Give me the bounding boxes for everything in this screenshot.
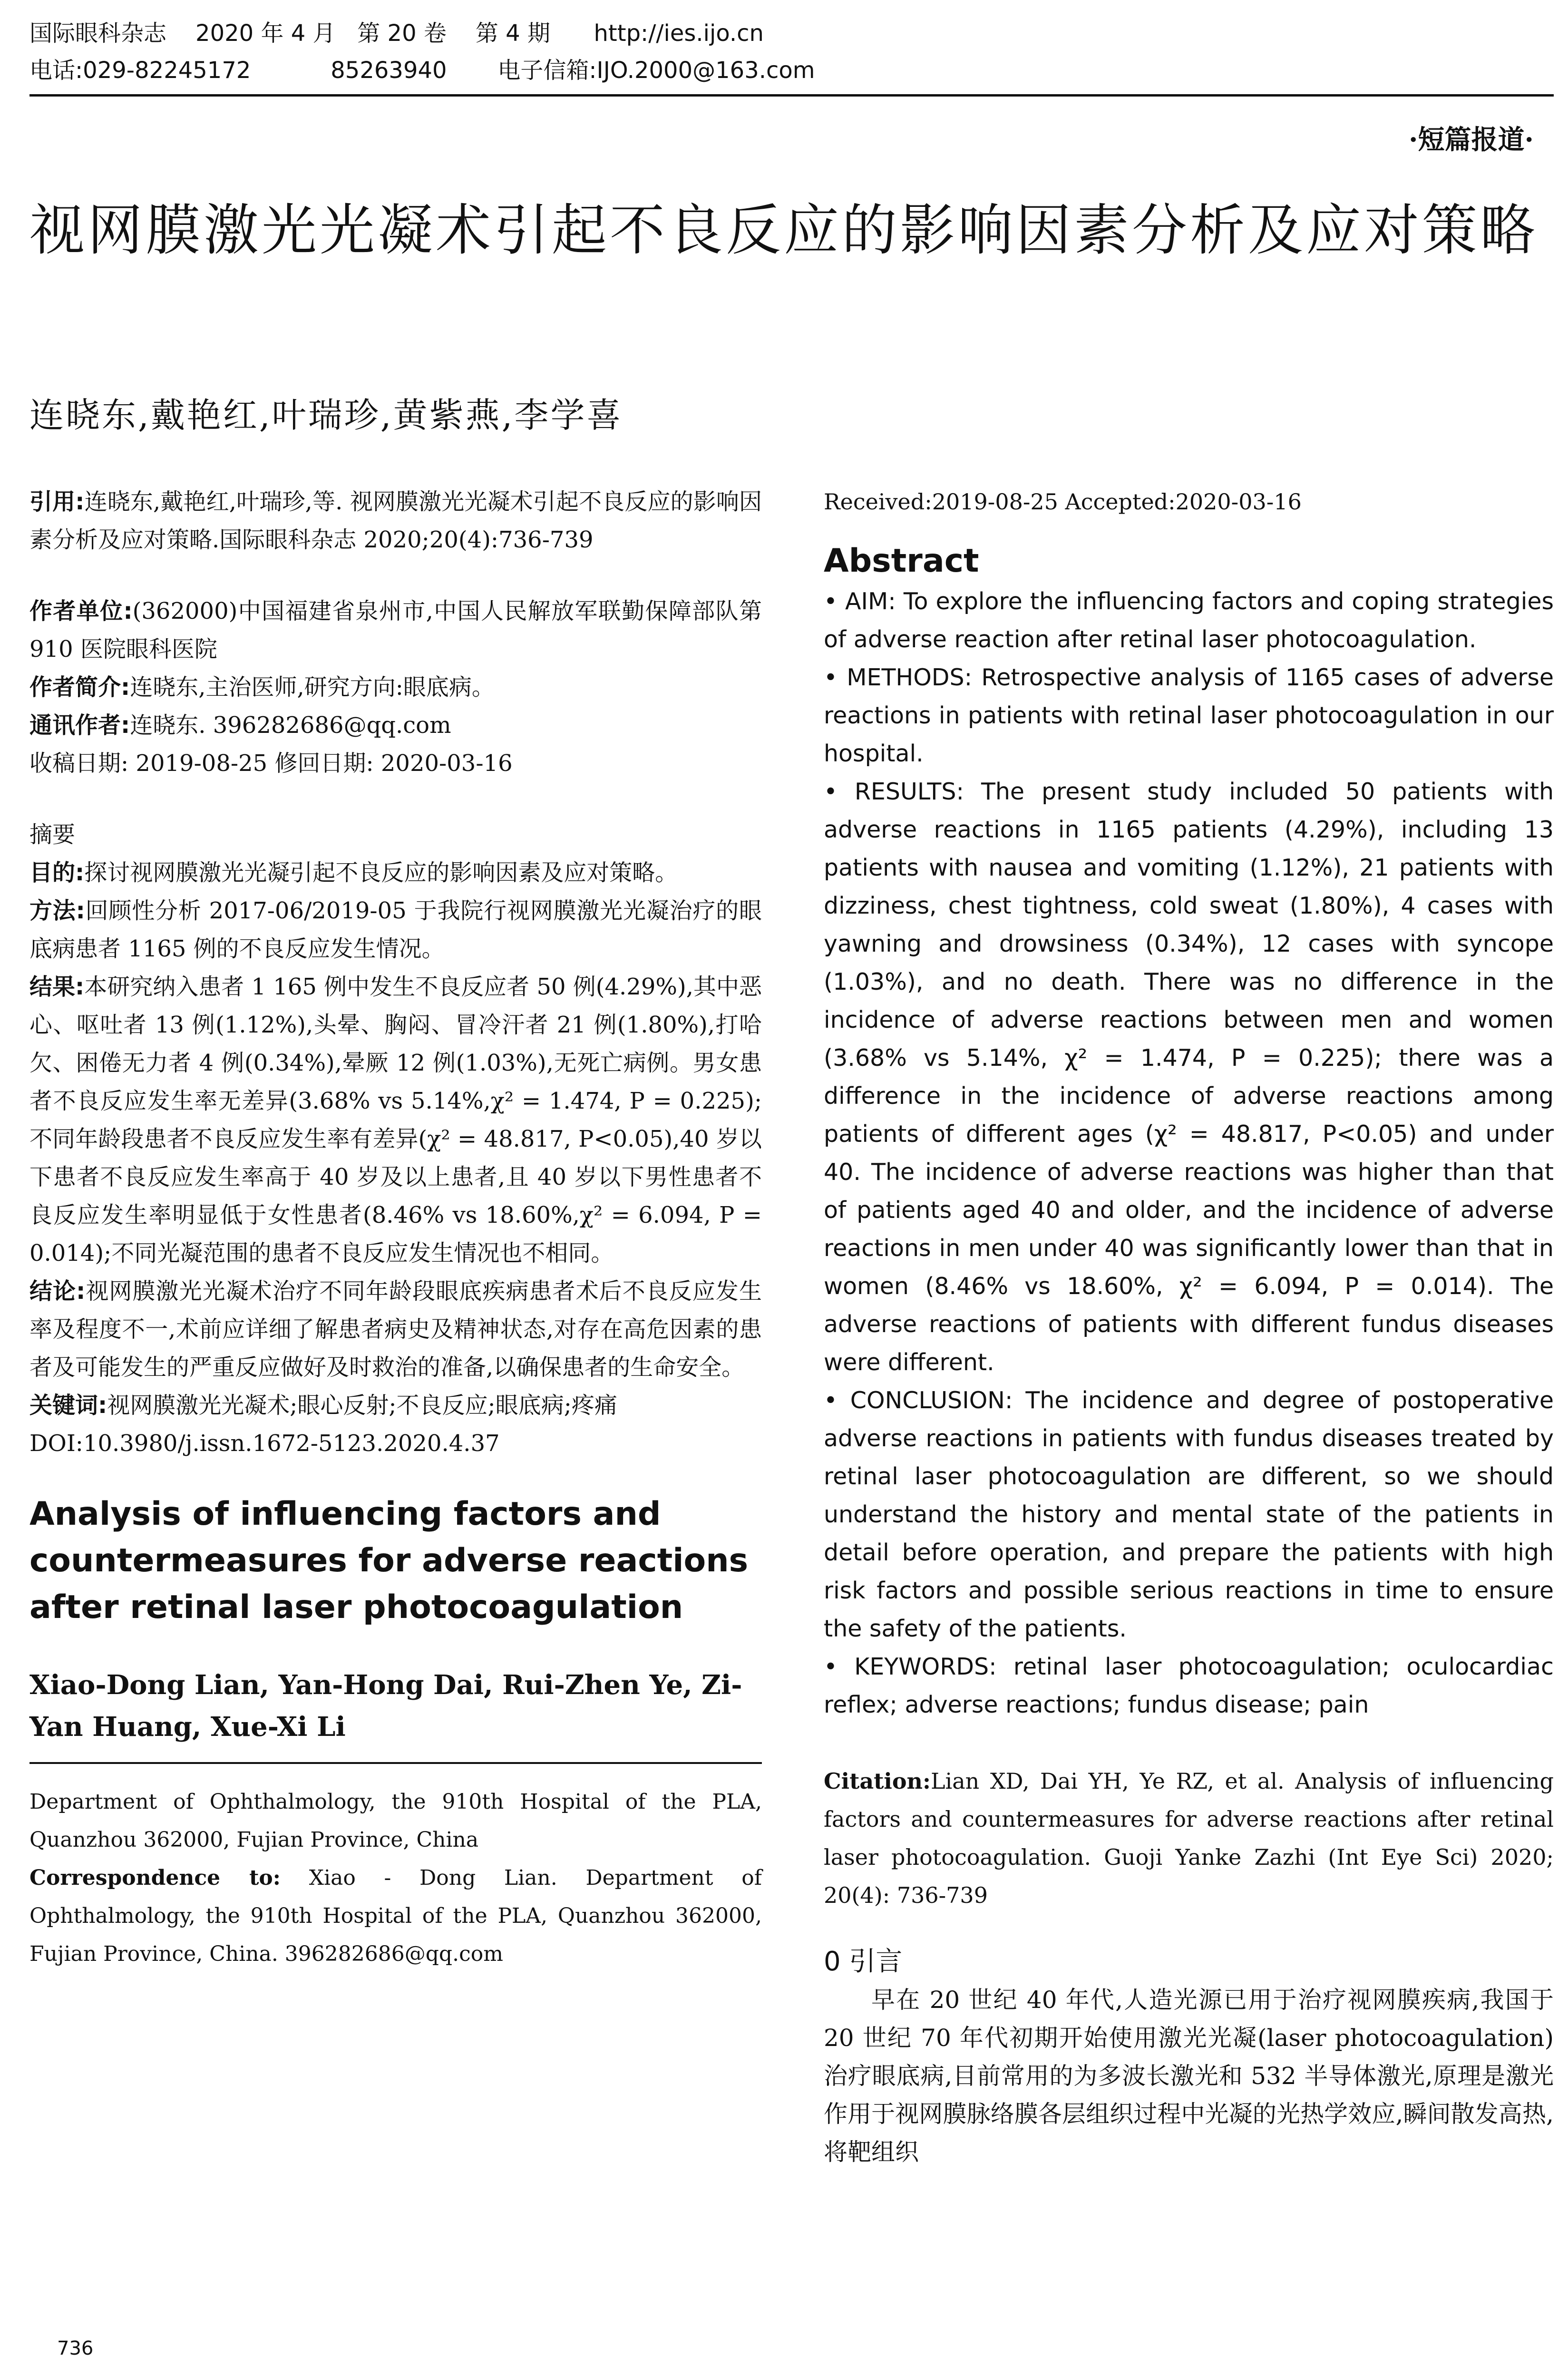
intro-heading: 0 引言 xyxy=(824,1946,903,1977)
results-label-cn: 结果: xyxy=(29,974,85,1000)
methods-text-cn: 回顾性分析 2017-06/2019-05 于我院行视网膜激光光凝治疗的眼底病患者 1165 例的不良反应发生情况。 xyxy=(29,897,762,962)
correspondence-block xyxy=(29,1859,762,1973)
citation-label: 引用: xyxy=(29,488,85,515)
objective-text: 探讨视网膜激光光凝引起不良反应的影响因素及应对策略。 xyxy=(84,859,678,886)
conclusion-block-cn xyxy=(29,1272,762,1386)
article-title: 视网膜激光光凝术引起不良反应的影响因素分析及应对策略 xyxy=(29,198,1538,263)
methods-label-cn: 方法: xyxy=(29,897,85,924)
citation-text: 连晓东,戴艳红,叶瑞珍,等. 视网膜激光光凝术引起不良反应的影响因素分析及应对策略.国际眼科杂志 2020;20(4):736-739 xyxy=(29,488,762,553)
keywords-label-cn: 关键词: xyxy=(29,1392,107,1419)
results-block-cn xyxy=(29,968,762,1272)
department: Department of Ophthalmology, the 910th Hospital of the PLA, Quanzhou 362000, Fujian Province, China xyxy=(29,1790,762,1852)
abstract-heading-cn: 摘要 xyxy=(29,821,76,848)
conclusion-text-cn: 视网膜激光光凝术治疗不同年龄段眼底疾病患者术后不良反应发生率及程度不一,术前应详细了解患者病史及精神状态,对存在高危因素的患者及可能发生的严重反应做好及时救治的准备,以确保患者的生命安全。 xyxy=(29,1278,762,1381)
journal-header-line1: 国际眼科杂志 2020 年 4 月 第 20 卷 第 4 期 http://ies.ijo.cn xyxy=(29,20,764,47)
correspondence-label: Correspondence to: xyxy=(29,1866,281,1890)
results-text-cn: 本研究纳入患者 1 165 例中发生不良反应者 50 例(4.29%),其中恶心、呕吐者 13 例(1.12%),头晕、胸闷、冒冷汗者 21 例(1.80%),打哈欠、困倦无力者 4 例(0.34%),晕厥 12 例(1.03%),无死亡病例。男女患者不良反应发生率无差异(3.68% vs 5.14%,χ² = 1.474, P = 0.225);不同年龄段患者不良反应发生率有差异(χ² = 48.817, P<0.05),40 岁以下患者不良反应发生率高于 40 岁及以上患者,且 40 岁以下男性患者不良反应发生率明显低于女性患者(8.46% vs 18.60%,χ² = 6.094, P = 0.014);不同光凝范围的患者不良反应发生情况也不相同。 xyxy=(29,974,762,1266)
citation-en-text: Lian XD, Dai YH, Ye RZ, et al. Analysis of influencing factors and countermeasures for adverse reactions after retinal laser photocoagulation. Guoji Yanke Zazhi (Int Eye Sci) 2020; 20(4): 736-739 xyxy=(824,1768,1554,1908)
article-authors: 连晓东,戴艳红,叶瑞珍,黄紫燕,李学喜 xyxy=(29,395,623,435)
section-tag: ·短篇报道· xyxy=(1409,124,1534,156)
left-column xyxy=(29,483,762,1973)
conclusion-label-cn: 结论: xyxy=(29,1278,86,1305)
bio-block xyxy=(29,668,762,706)
english-authors: Xiao-Dong Lian, Yan-Hong Dai, Rui-Zhen Ye, Zi-Yan Huang, Xue-Xi Li xyxy=(29,1669,742,1743)
corresponding-text: 连晓东. 396282686@qq.com xyxy=(130,712,451,739)
citation-en-block xyxy=(824,1762,1554,1914)
corresponding-label: 通讯作者: xyxy=(29,712,130,739)
objective-block xyxy=(29,854,762,892)
corresponding-block xyxy=(29,706,762,744)
abstract-conclusion: • CONCLUSION: The incidence and degree of postoperative adverse reactions in patients with fundus diseases treated by retinal laser photocoagulation are different, so we should understand the history and mental state of the patients in detail before operation, and prepare the patients with high risk factors and possible serious reactions in time to ensure the safety of the patients. xyxy=(824,1387,1554,1642)
abstract-keywords: • KEYWORDS: retinal laser photocoagulation; oculocardiac reflex; adverse reactions; fundus disease; pain xyxy=(824,1653,1554,1718)
correspondence-text: Xiao - Dong Lian. Department of Ophthalmology, the 910th Hospital of the PLA, Quanzhou 362000, Fujian Province, China. 396282686@qq.com xyxy=(29,1866,762,1966)
english-title: Analysis of influencing factors and countermeasures for adverse reactions after retinal laser photocoagulation xyxy=(29,1495,749,1626)
abstract-results: • RESULTS: The present study included 50 patients with adverse reactions in 1165 patients (4.29%), including 13 patients with nausea and vomiting (1.12%), 21 patients with dizziness, chest tightness, cold sweat (1.80%), 4 cases with yawning and drowsiness (0.34%), 12 cases with syncope (1.03%), and no death. There was no difference in the incidence of adverse reactions between men and women (3.68% vs 5.14%, χ² = 1.474, P = 0.225); there was a difference in the incidence of adverse reactions among patients of different ages (χ² = 48.817, P<0.05) and under 40. The incidence of adverse reactions was higher than that of patients aged 40 and older, and the incidence of adverse reactions in men under 40 was significantly lower than that in women (8.46% vs 18.60%, χ² = 6.094, P = 0.014). The adverse reactions of patients with different fundus diseases were different. xyxy=(824,778,1554,1376)
dates: 收稿日期: 2019-08-25 修回日期: 2020-03-16 xyxy=(29,750,513,777)
keywords-block-cn xyxy=(29,1386,762,1424)
keywords-text-cn: 视网膜激光光凝术;眼心反射;不良反应;眼底病;疼痛 xyxy=(107,1392,617,1419)
affiliation-label: 作者单位: xyxy=(29,598,133,624)
bio-label: 作者简介: xyxy=(29,674,130,701)
methods-block-cn xyxy=(29,892,762,968)
intro-paragraph: 早在 20 世纪 40 年代,人造光源已用于治疗视网膜疾病,我国于 20 世纪 70 年代初期开始使用激光光凝(laser photocoagulation)治疗眼底病,目前常用的为多波长激光和 532 半导体激光,原理是激光作用于视网膜脉络膜各层组织过程中光凝的光热学效应,瞬间散发高热,将靶组织 xyxy=(824,1986,1554,2166)
doi: DOI:10.3980/j.issn.1672-5123.2020.4.37 xyxy=(29,1430,500,1457)
affiliation-block xyxy=(29,592,762,668)
citation-block xyxy=(29,483,762,559)
abstract-aim: • AIM: To explore the influencing factors and coping strategies of adverse reaction after retinal laser photocoagulation. xyxy=(824,588,1554,653)
header-rule xyxy=(29,94,1554,97)
received-accepted: Received:2019-08-25 Accepted:2020-03-16 xyxy=(824,489,1302,515)
bio-text: 连晓东,主治医师,研究方向:眼底病。 xyxy=(130,674,495,701)
author-divider xyxy=(29,1762,762,1764)
objective-label: 目的: xyxy=(29,859,85,886)
citation-en-label: Citation: xyxy=(824,1768,931,1794)
abstract-methods: • METHODS: Retrospective analysis of 1165 cases of adverse reactions in patients with retinal laser photocoagulation in our hospital. xyxy=(824,664,1554,767)
affiliation-text: (362000)中国福建省泉州市,中国人民解放军联勤保障部队第 910 医院眼科医院 xyxy=(29,598,762,662)
right-column xyxy=(824,483,1554,2171)
abstract-heading: Abstract xyxy=(824,542,979,580)
page-number: 736 xyxy=(57,2338,94,2359)
journal-header-line2: 电话:029-82245172 85263940 电子信箱:IJO.2000@163.com xyxy=(29,57,815,84)
